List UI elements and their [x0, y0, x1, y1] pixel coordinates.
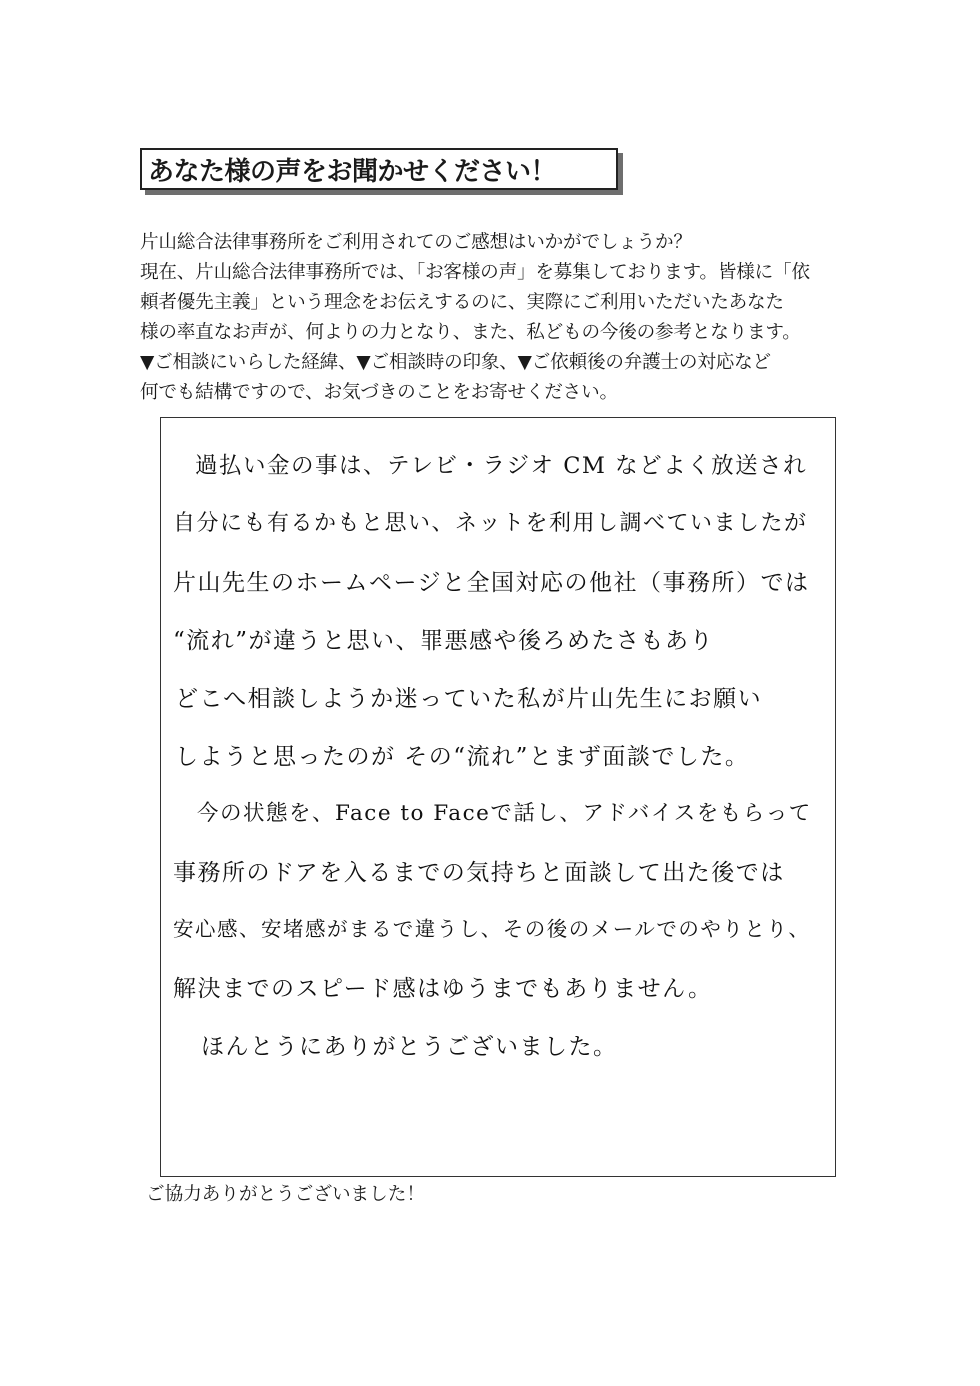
- handwritten-line: 今の状態を、Face to Faceで話し、アドバイスをもらって: [197, 801, 812, 826]
- handwritten-line: しようと思ったのが その“流れ”とまず面談でした。: [175, 744, 750, 770]
- handwritten-line: “流れ”が違うと思い、罪悪感や後ろめたさもあり: [173, 628, 715, 654]
- handwritten-answer-box: [160, 417, 836, 1177]
- handwritten-line: 事務所のドアを入るまでの気持ちと面談して出た後では: [173, 860, 785, 886]
- intro-line: ▼ご相談にいらした経緯、▼ご相談時の印象、▼ご依頼後の弁護士の対応など: [140, 352, 771, 373]
- intro-line: 片山総合法律事務所をご利用されてのご感想はいかがでしょうか？: [140, 232, 692, 253]
- handwritten-line: 安心感、安堵感がまるで違うし、その後のメールでのやりとり、: [173, 917, 811, 941]
- handwritten-line: ほんとうにありがとうございました。: [201, 1034, 618, 1060]
- handwritten-line: 解決までのスピード感はゆうまでもありません。: [173, 976, 713, 1002]
- intro-line: 現在、片山総合法律事務所では、「お客様の声」を募集しております。皆様に「依: [140, 262, 810, 283]
- intro-text: [140, 228, 860, 408]
- handwritten-line: 過払い金の事は、テレビ・ラジオ CM などよく放送され: [195, 453, 808, 479]
- handwritten-line: 自分にも有るかもと思い、ネットを利用し調べていましたが: [173, 511, 808, 536]
- intro-line: 何でも結構ですので、お気づきのことをお寄せください。: [140, 382, 618, 403]
- handwritten-line: どこへ相談しようか迷っていた私が片山先生にお願い: [175, 686, 763, 712]
- page-title: あなた様の声をお聞かせください！: [140, 148, 618, 190]
- handwritten-line: 片山先生のホームページと全国対応の他社（事務所）では: [173, 570, 810, 596]
- intro-line: 様の率直なお声が、何よりの力となり、また、私どもの今後の参考となります。: [140, 322, 801, 343]
- footer-thanks: ご協力ありがとうございました！: [146, 1184, 425, 1205]
- title-box: [140, 148, 618, 190]
- intro-line: 頼者優先主義」という理念をお伝えするのに、実際にご利用いただいたあなた: [140, 292, 784, 313]
